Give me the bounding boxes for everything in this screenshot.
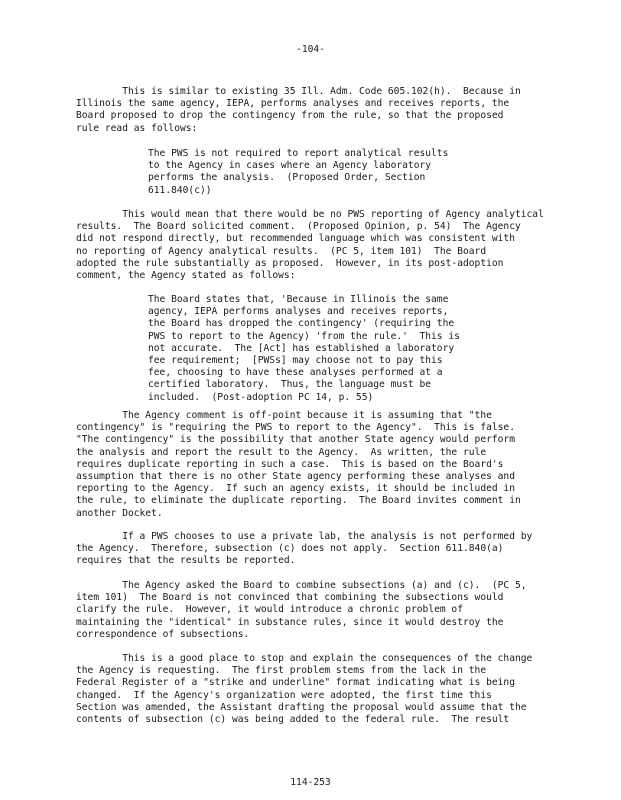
page-number: -104- xyxy=(296,44,325,55)
paragraph-4: If a PWS chooses to use a private lab, the analysis is not performed by the Agency. Therefore, subsection (c) does not apply. Section 611.840(a) requires that the results be reported. xyxy=(76,531,533,567)
paragraph-2: This would mean that there would be no PWS reporting of Agency analytical results. The Board solicited comment. (Proposed Opinion, p. 54) The Agency did not respond directly, but recommended language which was consistent with no reporting of Agency analytical results. (PC 5, item 101) The Board adopted the rule substantially as proposed. However, in its post-adoption comment, the Agency stated as follows: xyxy=(76,209,544,282)
page-footer: 114-253 xyxy=(290,777,331,788)
quote-agency-comment: The Board states that, 'Because in Illinois the same agency, IEPA performs analyses and receives reports, the Board has dropped the contingency' (requiring the PWS to report to the Agency) 'from the rule.' This is not accurate. The [Act] has established a laboratory fee requirement; [PWSs] may choose not to pay this fee, choosing to have these analyses performed at a certified laboratory. Thus, the language must be included. (Post-adoption PC 14, p. 55) xyxy=(148,294,460,403)
quote-proposed-rule: The PWS is not required to report analytical results to the Agency in cases where an Agency laboratory performs the analysis. (Proposed Order, Section 611.840(c)) xyxy=(148,148,449,196)
paragraph-6: This is a good place to stop and explain the consequences of the change the Agency is requesting. The first problem stems from the lack in the Federal Register of a "strike and underline" format indicating what is being changed. If the Agency's organization were adopted, the first time this Section was amended, the Assistant drafting the proposal would assume that the contents of subsection (c) was being added to the federal rule. The result xyxy=(76,653,533,726)
paragraph-5: The Agency asked the Board to combine subsections (a) and (c). (PC 5, item 101) The Board is not convinced that combining the subsections would clarify the rule. However, it would introduce a chronic problem of maintaining the "identical" in substance rules, since it would destroy the correspondence of subsections. xyxy=(76,580,527,640)
paragraph-3: The Agency comment is off-point because it is assuming that "the contingency" is "requiring the PWS to report to the Agency". This is false. "The contingency" is the possibility that another State agency would perform the analysis and report the result to the Agency. As written, the rule requires duplicate reporting in such a case. This is based on the Board's assumption that there is no other State agency performing these analyses and reporting to the Agency. If such an agency exists, it should be included in the rule, to eliminate the duplicate reporting. The Board invites comment in another Docket. xyxy=(76,410,521,519)
paragraph-1: This is similar to existing 35 Ill. Adm. Code 605.102(h). Because in Illinois the same agency, IEPA, performs analyses and receives reports, the Board proposed to drop the contingency from the rule, so that the proposed rule read as follows: xyxy=(76,86,521,134)
